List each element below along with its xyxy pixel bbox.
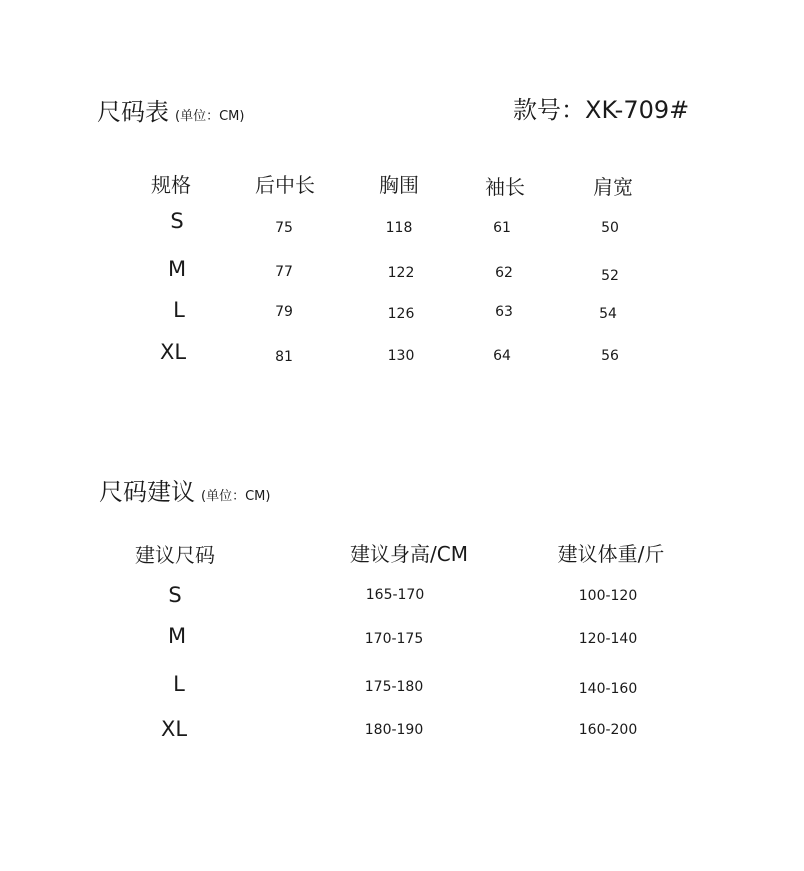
height-range: 175-180 [364,679,424,695]
header-chest: 胸围 [379,173,419,197]
shoulder-value: 54 [599,306,617,322]
weight-range: 140-160 [578,681,638,697]
weight-range: 120-140 [578,631,638,647]
size-label: L [173,672,185,696]
size-label: XL [159,340,187,364]
model-number: 款号：XK-709# [513,96,690,124]
chest-value: 122 [387,265,415,281]
height-range: 165-170 [365,587,425,603]
back-length-value: 79 [275,304,293,320]
size-label: S [168,583,182,607]
chest-value: 118 [385,220,413,236]
header-shoulder: 肩宽 [593,175,633,199]
chest-value: 130 [387,348,415,364]
back-length-value: 75 [275,220,293,236]
weight-range: 160-200 [578,722,638,738]
back-length-value: 77 [275,264,293,280]
shoulder-value: 56 [601,348,619,364]
size-label: M [167,257,187,281]
height-range: 180-190 [364,722,424,738]
sleeve-value: 61 [493,220,511,236]
shoulder-value: 50 [601,220,619,236]
sleeve-value: 63 [495,304,513,320]
back-length-value: 81 [275,349,293,365]
chest-value: 126 [387,306,415,322]
height-range: 170-175 [364,631,424,647]
size-label: L [173,298,185,322]
header-recommended-size: 建议尺码 [135,543,215,567]
size-recommendation-title: 尺码建议 [99,478,195,506]
size-label: M [167,624,187,648]
header-back-length: 后中长 [255,173,315,197]
shoulder-value: 52 [601,268,619,284]
sleeve-value: 62 [495,265,513,281]
size-recommendation-heading [99,472,270,507]
size-recommendation-unit: (单位：CM) [201,489,271,504]
header-size: 规格 [151,173,191,197]
size-label: XL [160,717,188,741]
size-chart-heading [97,92,244,127]
size-chart-title: 尺码表 [97,98,169,126]
header-recommended-height: 建议身高/CM [350,542,468,566]
size-chart-unit: (单位：CM) [175,109,245,124]
header-sleeve: 袖长 [485,175,525,199]
header-recommended-weight: 建议体重/斤 [557,542,665,566]
weight-range: 100-120 [578,588,638,604]
size-label: S [170,209,184,233]
sleeve-value: 64 [493,348,511,364]
